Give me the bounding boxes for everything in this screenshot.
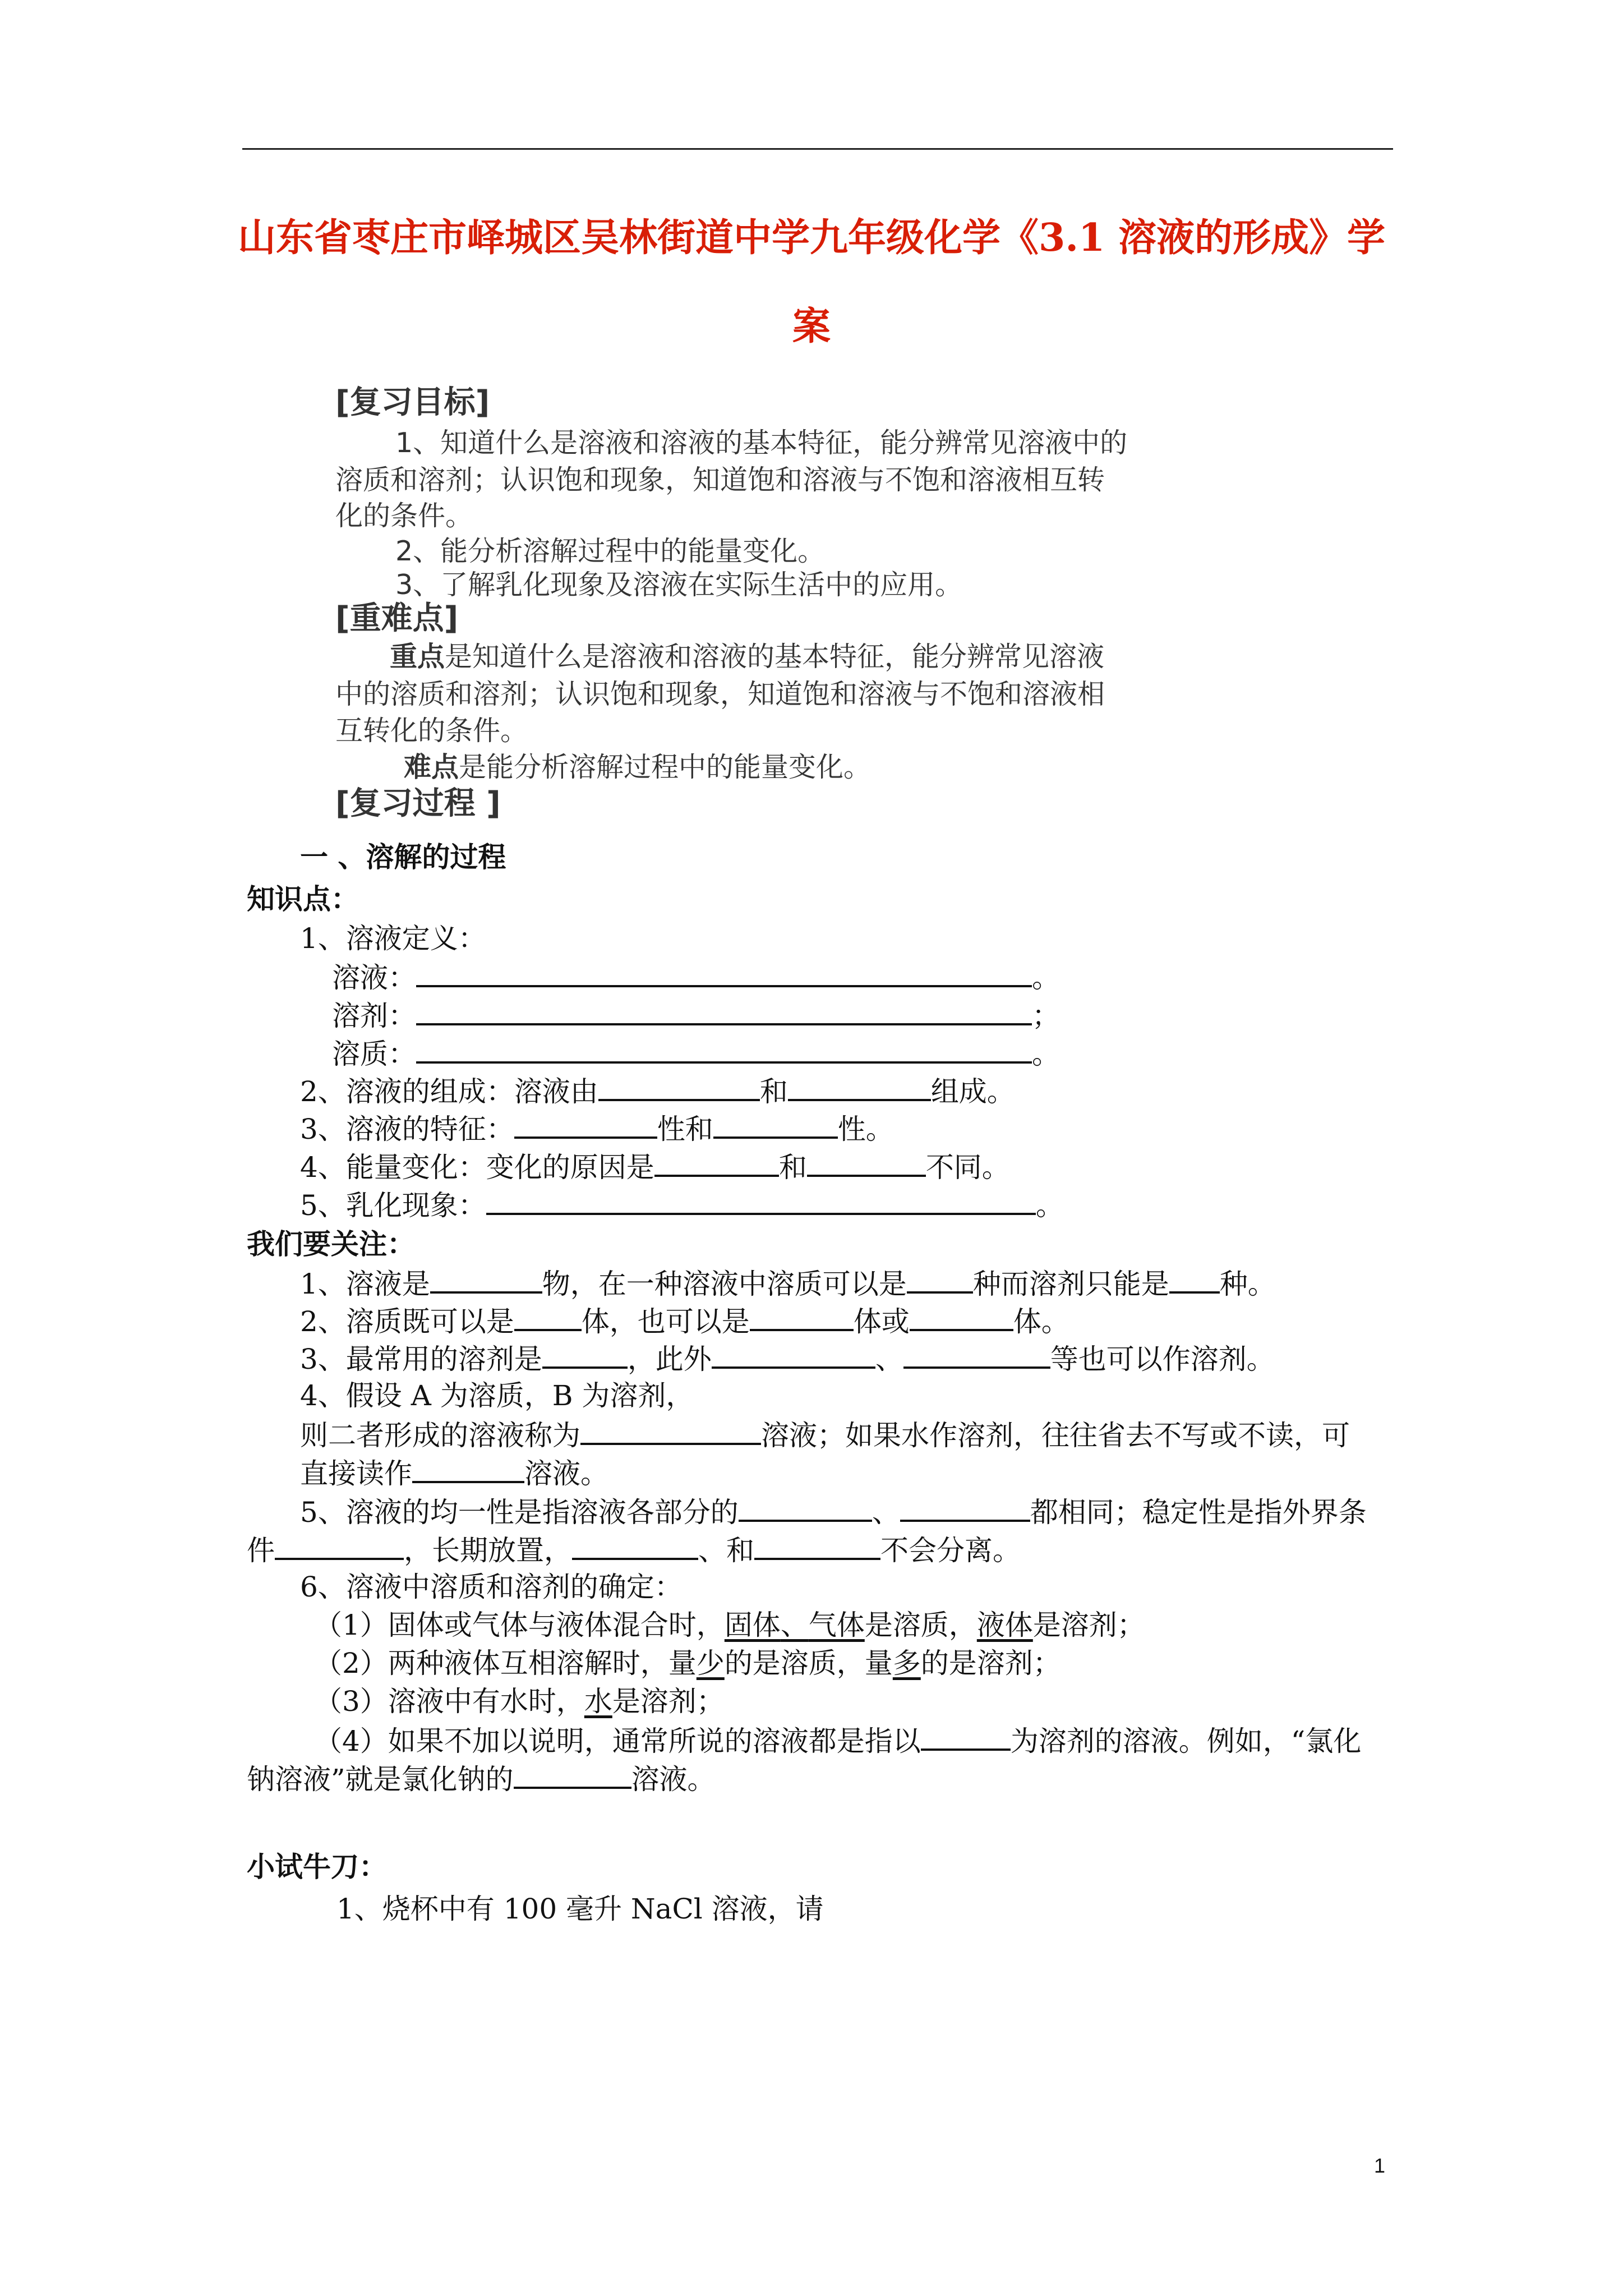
review-goals-heading: [复习目标] xyxy=(335,384,490,421)
practice-heading: 小试牛刀： xyxy=(247,1850,387,1883)
rule-4-blank-1[interactable] xyxy=(921,1724,1011,1751)
practice-question-1: 1、烧杯中有 100 毫升 NaCl 溶液，请 xyxy=(336,1893,824,1925)
solution-definition: 溶液： 。 xyxy=(332,961,1060,994)
key-point-line-2: 中的溶质和溶剂；认识饱和现象，知道饱和溶液与不饱和溶液相 xyxy=(335,678,1105,710)
composition-line: 2、溶液的组成：溶液由 和 组成。 xyxy=(300,1075,1015,1108)
composition-blank-2[interactable] xyxy=(788,1074,931,1101)
key-points-heading: [重难点] xyxy=(335,600,459,637)
goal-1-line-3: 化的条件。 xyxy=(335,500,473,532)
attention-4-blank-1[interactable] xyxy=(580,1418,761,1445)
rule-1: （1）固体或气体与液体混合时，固体、气体是溶质，液体是溶剂； xyxy=(314,1609,1145,1641)
attention-5-blank-5[interactable] xyxy=(754,1533,880,1560)
rule-3: （3）溶液中有水时，水是溶剂； xyxy=(314,1685,725,1718)
attention-2: 2、溶质既可以是 体，也可以是 体或 体。 xyxy=(300,1305,1069,1338)
rule-4-line-2: 钠溶液”就是氯化钠的 溶液。 xyxy=(247,1763,716,1796)
feature-blank-2[interactable] xyxy=(713,1112,838,1139)
attention-1: 1、溶液是 物，在一种溶液中溶质可以是 种而溶剂只能是 种。 xyxy=(300,1268,1276,1300)
attention-4-line-2: 则二者形成的溶液称为 溶液；如果水作溶剂，往往省去不写或不读，可 xyxy=(300,1419,1350,1452)
document-title-continued: 案 xyxy=(792,304,831,349)
solute-blank[interactable] xyxy=(416,1037,1032,1064)
rule-4-blank-2[interactable] xyxy=(514,1762,631,1789)
energy-line: 4、能量变化：变化的原因是 和 不同。 xyxy=(300,1151,1010,1184)
attention-2-blank-2[interactable] xyxy=(750,1304,854,1331)
key-point-line-1: 重点是知道什么是溶液和溶液的基本特征，能分辨常见溶液 xyxy=(390,641,1105,673)
goal-2: 2、能分析溶解过程中的能量变化。 xyxy=(395,535,826,567)
solute-definition: 溶质： 。 xyxy=(332,1038,1060,1070)
rule-2: （2）两种液体互相溶解时，量少的是溶质，量多的是溶剂； xyxy=(314,1647,1061,1680)
goal-3: 3、了解乳化现象及溶液在实际生活中的应用。 xyxy=(395,569,963,601)
attention-5-line-1: 5、溶液的均一性是指溶液各部分的 、 都相同；稳定性是指外界条 xyxy=(300,1496,1367,1529)
goal-1-line-2: 溶质和溶剂；认识饱和现象，知道饱和溶液与不饱和溶液相互转 xyxy=(335,464,1105,496)
attention-4-line-3: 直接读作 溶液。 xyxy=(300,1457,608,1490)
section-1-heading: 一 、溶解的过程 xyxy=(300,840,506,873)
attention-3-blank-3[interactable] xyxy=(903,1342,1050,1369)
attention-4-line-1: 4、假设 A 为溶质，B 为溶剂， xyxy=(300,1379,694,1412)
feature-blank-1[interactable] xyxy=(514,1112,657,1139)
goal-1-line-1: 1、知道什么是溶液和溶液的基本特征，能分辨常见溶液中的 xyxy=(395,427,1128,459)
attention-1-blank-3[interactable] xyxy=(1169,1267,1220,1294)
key-point-line-3: 互转化的条件。 xyxy=(335,715,528,747)
attention-3-blank-2[interactable] xyxy=(712,1342,875,1369)
composition-blank-1[interactable] xyxy=(598,1074,760,1101)
header-rule xyxy=(242,148,1393,150)
attention-heading: 我们要关注： xyxy=(247,1227,415,1260)
emulsion-line: 5、乳化现象： 。 xyxy=(300,1189,1064,1222)
difficult-point: 难点是能分析溶解过程中的能量变化。 xyxy=(404,751,872,783)
attention-5-blank-4[interactable] xyxy=(572,1533,698,1560)
solvent-definition: 溶剂： ； xyxy=(332,1000,1060,1032)
document-title: 山东省枣庄市峄城区吴林街道中学九年级化学《3.1 溶液的形成》学 xyxy=(238,215,1385,260)
page-number: 1 xyxy=(1374,2154,1386,2177)
attention-3: 3、最常用的溶剂是 ，此外 、 等也可以作溶剂。 xyxy=(300,1343,1275,1375)
solution-blank[interactable] xyxy=(416,960,1032,987)
attention-5-line-2: 件 ，长期放置， 、和 不会分离。 xyxy=(247,1534,1021,1567)
energy-blank-2[interactable] xyxy=(807,1150,926,1177)
attention-2-blank-1[interactable] xyxy=(514,1304,582,1331)
emulsion-blank[interactable] xyxy=(486,1188,1036,1215)
attention-5-blank-3[interactable] xyxy=(275,1533,404,1560)
attention-1-blank-2[interactable] xyxy=(907,1267,973,1294)
energy-blank-1[interactable] xyxy=(654,1150,779,1177)
feature-line: 3、溶液的特征： 性和 性。 xyxy=(300,1113,894,1145)
review-process-heading: [复习过程 ] xyxy=(335,785,501,822)
attention-2-blank-3[interactable] xyxy=(910,1304,1013,1331)
rule-4-line-1: （4）如果不加以说明，通常所说的溶液都是指以 为溶剂的溶液。例如，“氯化 xyxy=(314,1725,1362,1757)
attention-4-blank-2[interactable] xyxy=(412,1456,524,1483)
definition-label: 1、溶液定义： xyxy=(300,922,486,955)
knowledge-heading: 知识点： xyxy=(247,882,359,915)
attention-5-blank-2[interactable] xyxy=(900,1495,1030,1522)
attention-5-blank-1[interactable] xyxy=(739,1495,872,1522)
solvent-blank[interactable] xyxy=(416,999,1032,1025)
attention-1-blank-1[interactable] xyxy=(430,1267,542,1294)
attention-6: 6、溶液中溶质和溶剂的确定： xyxy=(300,1571,683,1603)
attention-3-blank-1[interactable] xyxy=(542,1342,628,1369)
